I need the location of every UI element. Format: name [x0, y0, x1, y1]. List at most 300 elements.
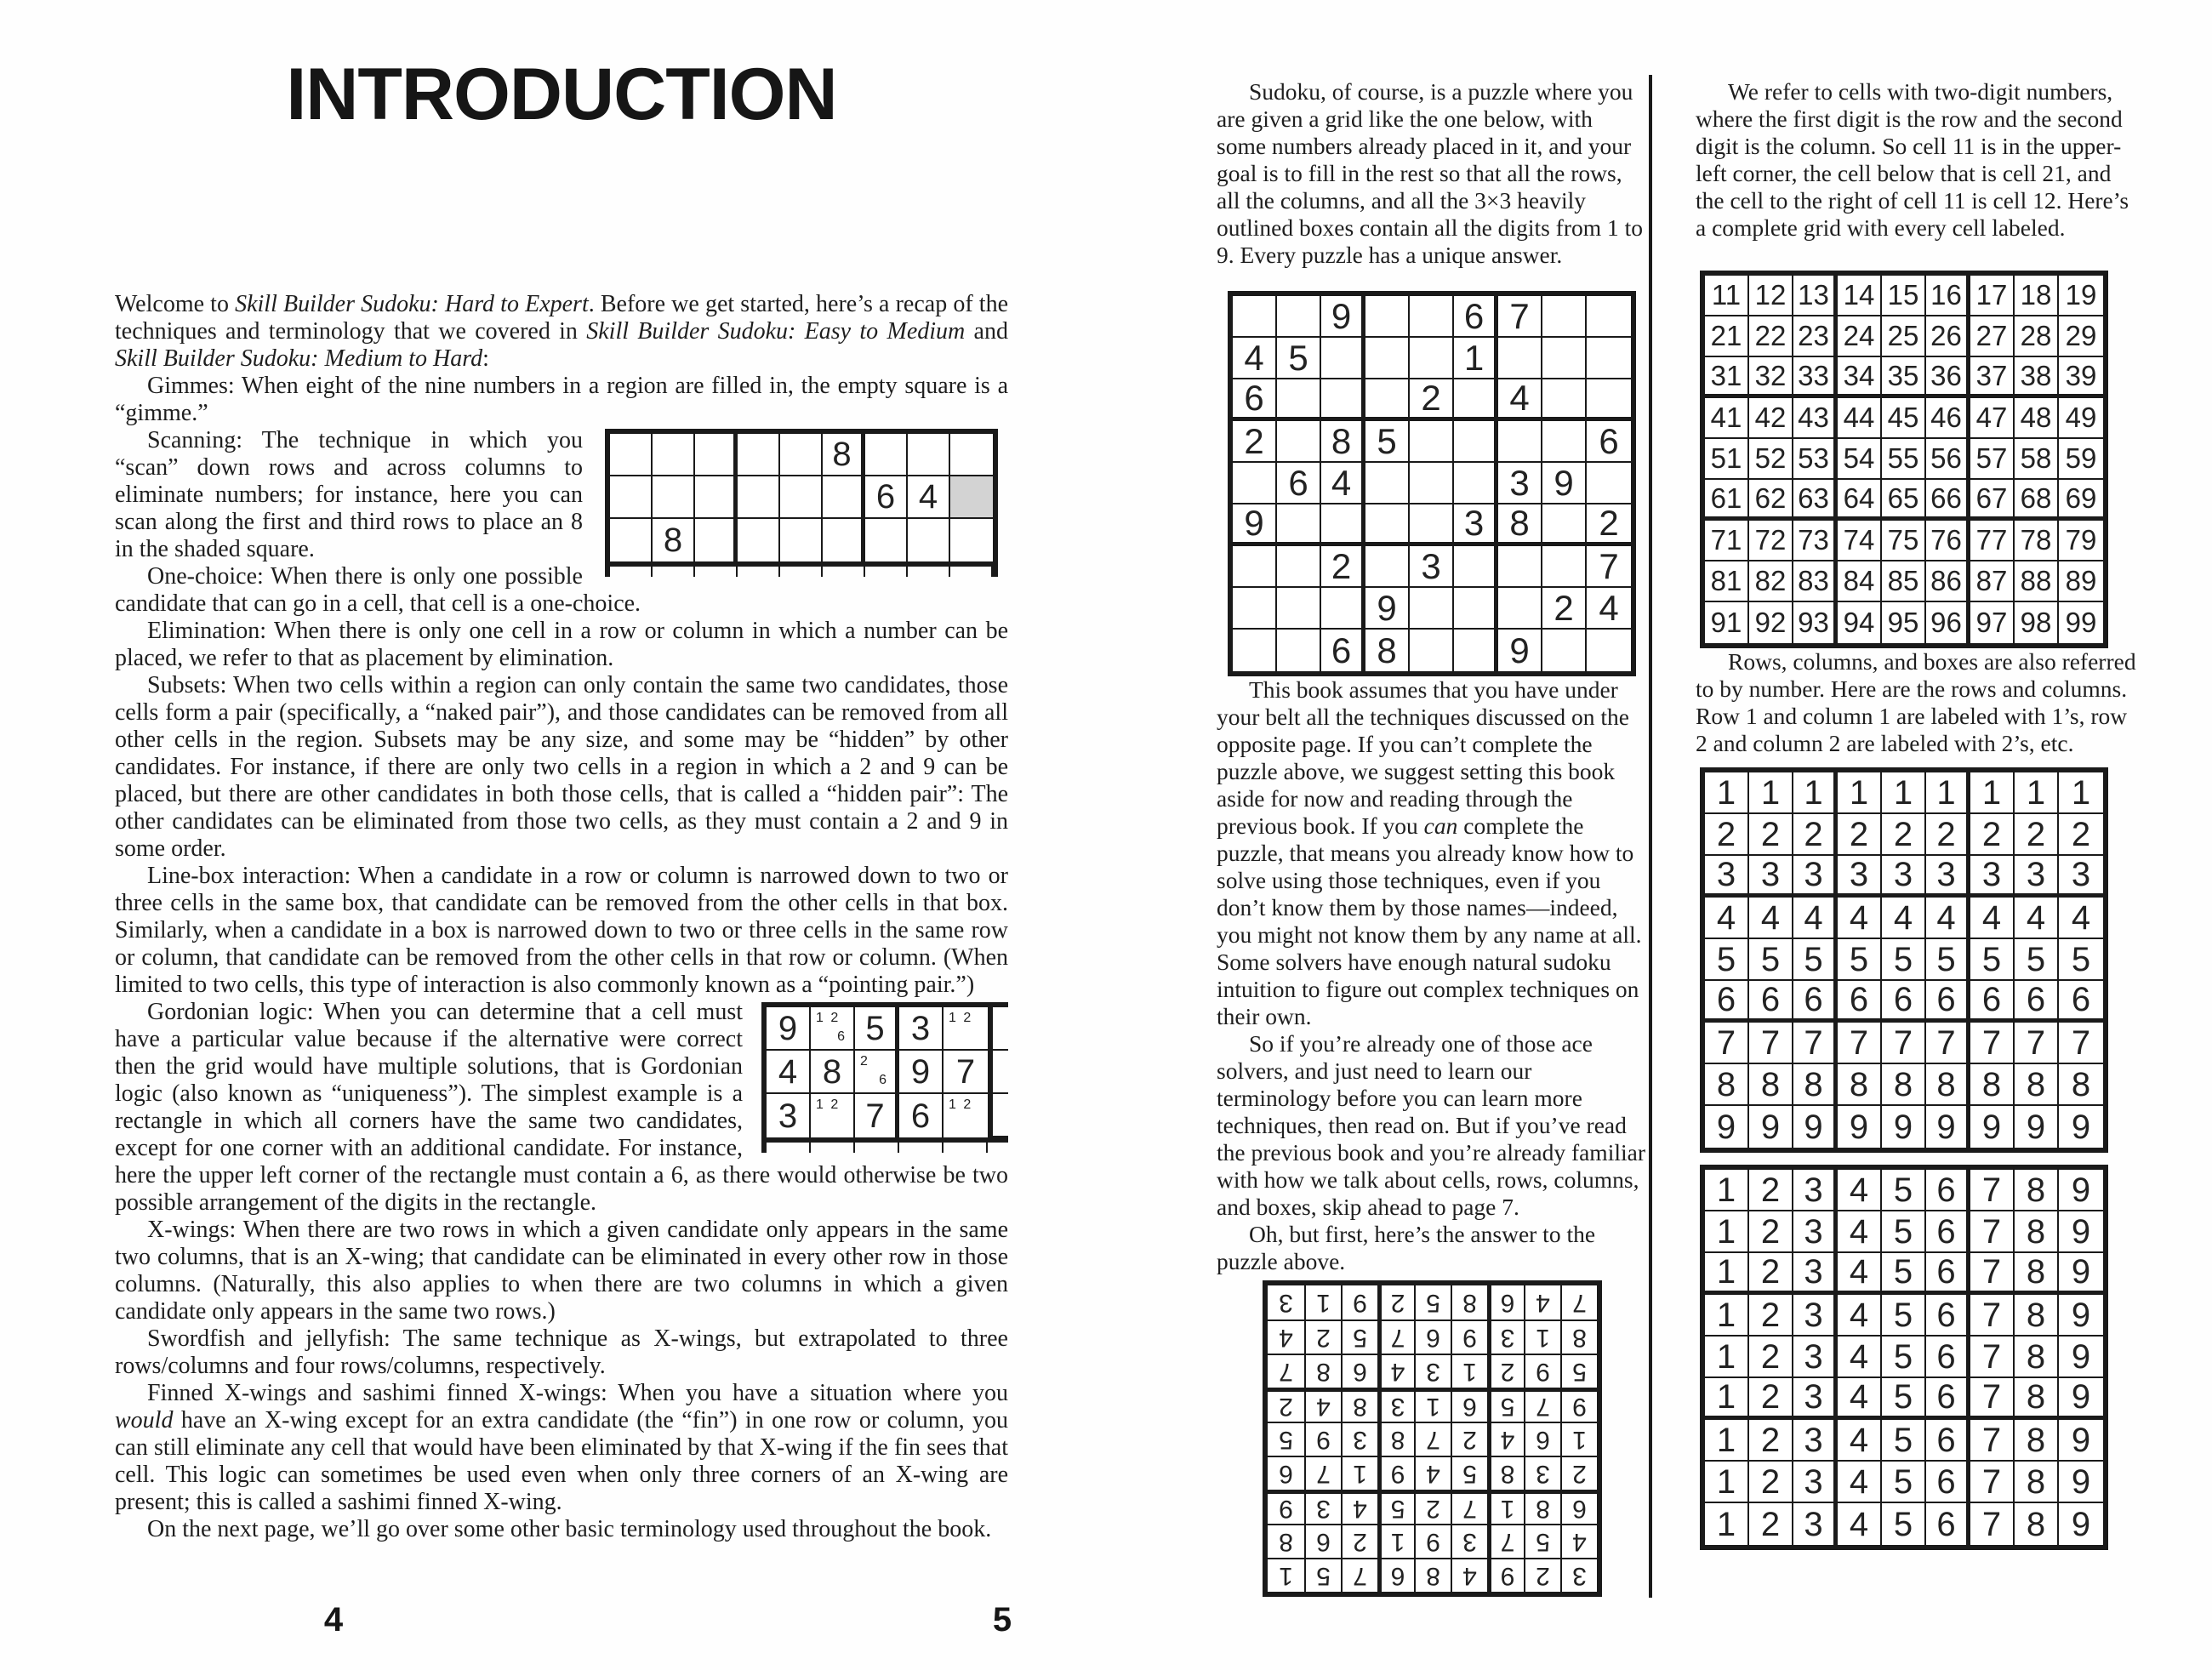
grid-cell: 8 [1749, 1064, 1793, 1106]
grid-cell [1321, 338, 1365, 379]
grid-cell: 61 [1705, 480, 1749, 521]
grid-cell [823, 476, 865, 519]
grid-cell [695, 519, 738, 561]
grid-cell [1321, 379, 1365, 421]
grid-cell: 16 [1926, 276, 1970, 316]
grid-cell: 5 [1414, 1285, 1451, 1319]
grid-cell [1277, 546, 1321, 588]
grid-cell: 6 [2059, 981, 2103, 1023]
grid-cell: 86 [1926, 561, 1970, 602]
grid-cell: 78 [2015, 521, 2059, 561]
grid-cell: 7 [1970, 1420, 2015, 1462]
grid-cell [855, 1051, 899, 1094]
grid-cell: 6 [1451, 1388, 1487, 1422]
grid-cell: 2 [1304, 1319, 1341, 1354]
grid-cell: 7 [1749, 1023, 1793, 1064]
grid-cell [1233, 546, 1277, 588]
text-run: have an X-wing except for an extra candidate (the “fin”) in one row or column, you can still eliminate any cell that would have been eliminated by that X-wing if the fin sees that cell. This logic can sometimes be used even when only three corners of an X-wing are present; this is called a sashimi finned X-wing. [115, 1407, 1008, 1515]
grid-cell: 8 [2015, 1253, 2059, 1295]
grid-cell [695, 476, 738, 519]
grid-cell [1410, 421, 1454, 463]
grid-cell: 3 [1793, 1420, 1838, 1462]
grid-cell [738, 519, 780, 561]
italic-text: Skill Builder Sudoku: Medium to Hard [115, 345, 483, 372]
grid-cell: 8 [1926, 1064, 1970, 1106]
grid-cell: 2 [1749, 1462, 1793, 1503]
grid-cell [1498, 546, 1542, 588]
sudoku-answer-grid-upside-down [1263, 1280, 1602, 1597]
grid-cell: 57 [1970, 439, 2015, 480]
grid-cell: 2 [1268, 1388, 1304, 1422]
grid-cell: 8 [1414, 1558, 1451, 1592]
grid-cell: 7 [1970, 1337, 2015, 1378]
grid-cell: 7 [1970, 1378, 2015, 1420]
grid-cell: 2 [1341, 1524, 1377, 1558]
grid-cell: 7 [855, 1094, 899, 1137]
grid-cell [1410, 338, 1454, 379]
grid-cell: 4 [1498, 379, 1542, 421]
grid-cell: 6 [1705, 981, 1749, 1023]
grid-cell: 6 [1926, 1378, 1970, 1420]
grid-cell: 7 [1970, 1253, 2015, 1295]
text-run: Line-box interaction: When a candidate in a row or column is narrowed down to two or three cells in the same box, that candidate can be removed from the other cells in that box. Similarly, when a candidate in a box is narrowed down to two or three cells in the same row or column, that candidate can be removed from the other cells in that row or column. (When limited to two cells, this type of interaction is also commonly known as a “pointing pair.”) [115, 863, 1008, 998]
grid-cell: 9 [2059, 1295, 2103, 1337]
grid-cell: 63 [1793, 480, 1838, 521]
grid-cell: 72 [1749, 521, 1793, 561]
grid-cell: 4 [767, 1051, 811, 1094]
grid-cell: 9 [1487, 1558, 1524, 1592]
grid-crop-ticks [993, 1002, 1008, 1143]
grid-cell: 4 [1587, 588, 1631, 630]
grid-cell: 9 [1414, 1524, 1451, 1558]
grid-cell: 4 [1705, 898, 1749, 939]
grid-cell [1542, 379, 1587, 421]
grid-cell: 3 [1414, 1354, 1451, 1388]
grid-cell: 4 [1926, 898, 1970, 939]
grid-cell [1587, 630, 1631, 671]
grid-cell: 6 [1277, 463, 1321, 504]
row-number-grid [1700, 767, 2108, 1153]
text-run: Sudoku, of course, is a puzzle where you are given a grid like the one below, with some numbers already placed in it, and your goal is to fill in the rest so that all the rows, all the columns, and all the 3×3 heavily outlined boxes contain all the digits from 1 to 9. Every puzzle has a unique answer. [1217, 78, 1644, 268]
grid-cell [1542, 338, 1587, 379]
grid-cell: 6 [1793, 981, 1838, 1023]
grid-cell: 6 [1926, 1420, 1970, 1462]
grid-cell: 2 [1838, 814, 1882, 856]
grid-cell: 6 [1524, 1422, 1560, 1456]
grid-cell: 85 [1882, 561, 1926, 602]
grid-cell: 3 [1970, 856, 2015, 898]
grid-cell: 7 [1587, 546, 1631, 588]
grid-cell [1365, 504, 1410, 546]
text-run: This book assumes that you have under your belt all the techniques discussed on the opposite page. If you can’t complete the puzzle above, we suggest setting this book aside for now and reading through the previous book. If you [1217, 676, 1629, 839]
grid-cell: 4 [1321, 463, 1365, 504]
grid-cell: 9 [767, 1007, 811, 1051]
cell-label-grid [1700, 271, 2108, 648]
grid-cell [1277, 504, 1321, 546]
grid-cell [1587, 296, 1631, 338]
grid-cell: 95 [1882, 602, 1926, 643]
grid-cell: 5 [1341, 1319, 1377, 1354]
grid-cell: 2 [1233, 421, 1277, 463]
grid-cell: 7 [1926, 1023, 1970, 1064]
grid-cell: 68 [2015, 480, 2059, 521]
grid-cell: 1 [1705, 1462, 1749, 1503]
grid-cell: 2 [1321, 546, 1365, 588]
grid-cell: 65 [1882, 480, 1926, 521]
text-run: Subsets: When two cells within a region can only contain the same two candidates, those cells form a pair (specifically, a “naked pair”), and those candidates can be removed from all other cells in the region. Subsets may be any size, and some may be “hidden” by other candidates. For instance, if there are only two cells in a region in which a 2 and 9 can be placed, but there are other candidates in both those cells, that is called a “hidden pair”: The other candidates can be eliminated from those two cells, as they must contain a 2 and 9 in some order. [115, 672, 1008, 862]
grid-cell: 5 [1882, 1211, 1926, 1253]
grid-cell: 2 [1749, 1295, 1793, 1337]
grid-cell: 32 [1749, 357, 1793, 398]
text-run: complete the puzzle, that means you already know how to solve using those techniques, even if you don’t know them by those names—indeed, you might not know them by any name at all. Some solvers have enough natural sudoku intuition to figure out complex techniques on their own. [1217, 812, 1642, 1029]
grid-cell: 88 [2015, 561, 2059, 602]
grid-cell: 4 [1838, 1253, 1882, 1295]
grid-cell: 4 [1838, 1295, 1882, 1337]
grid-cell: 54 [1838, 439, 1882, 480]
italic-text: Skill Builder Sudoku: Easy to Medium [586, 318, 966, 345]
grid-cell: 1 [1705, 1211, 1749, 1253]
grid-cell: 3 [1487, 1319, 1524, 1354]
grid-cell: 4 [1487, 1422, 1524, 1456]
grid-cell: 42 [1749, 398, 1793, 439]
grid-cell: 62 [1749, 480, 1793, 521]
grid-cell: 66 [1926, 480, 1970, 521]
grid-cell: 5 [1882, 1295, 1926, 1337]
grid-cell: 8 [1304, 1354, 1341, 1388]
grid-cell [1233, 588, 1277, 630]
grid-cell: 98 [2015, 602, 2059, 643]
grid-cell: 45 [1882, 398, 1926, 439]
grid-cell: 3 [1793, 1503, 1838, 1545]
grid-cell: 5 [1882, 939, 1926, 981]
grid-cell: 6 [2015, 981, 2059, 1023]
grid-cell: 5 [1560, 1354, 1597, 1388]
grid-cell: 7 [1705, 1023, 1749, 1064]
text-run: : [482, 345, 489, 372]
grid-cell [811, 1094, 855, 1137]
grid-cell [1410, 463, 1454, 504]
grid-cell: 1 [1705, 1337, 1749, 1378]
grid-cell [610, 476, 653, 519]
grid-cell: 2 [1749, 1211, 1793, 1253]
grid-cell: 6 [1341, 1354, 1377, 1388]
grid-cell: 4 [1341, 1490, 1377, 1524]
grid-cell: 6 [1560, 1490, 1597, 1524]
grid-cell: 5 [1524, 1524, 1560, 1558]
grid-cell: 7 [1793, 1023, 1838, 1064]
grid-cell [1542, 546, 1587, 588]
grid-cell: 3 [1838, 856, 1882, 898]
grid-cell: 51 [1705, 439, 1749, 480]
text-run: and [965, 318, 1008, 345]
grid-cell: 9 [1321, 296, 1365, 338]
grid-cell: 8 [1793, 1064, 1838, 1106]
grid-cell: 8 [2015, 1295, 2059, 1337]
grid-cell [1365, 546, 1410, 588]
intro-body-text [115, 291, 1008, 1543]
grid-cell: 7 [1414, 1422, 1451, 1456]
grid-cell: 37 [1970, 357, 2015, 398]
grid-cell: 4 [1838, 1462, 1882, 1503]
grid-cell: 6 [1926, 1462, 1970, 1503]
grid-cell: 5 [1882, 1337, 1926, 1378]
grid-cell: 1 [2059, 772, 2103, 814]
grid-cell: 5 [1451, 1456, 1487, 1490]
grid-cell: 56 [1926, 439, 1970, 480]
grid-cell: 35 [1882, 357, 1926, 398]
grid-cell: 2 [1749, 814, 1793, 856]
grid-cell: 6 [1487, 1285, 1524, 1319]
grid-cell: 5 [2059, 939, 2103, 981]
grid-cell [1277, 588, 1321, 630]
grid-cell: 5 [1377, 1490, 1414, 1524]
text-run: Welcome to [115, 291, 236, 317]
grid-cell: 3 [1793, 1295, 1838, 1337]
pencil-candidates: 1 2 [949, 1097, 973, 1112]
grid-cell [738, 434, 780, 476]
grid-cell: 3 [1793, 1337, 1838, 1378]
scanning-example-figure [605, 429, 998, 577]
grid-cell: 5 [1268, 1422, 1304, 1456]
grid-cell: 1 [1451, 1354, 1487, 1388]
grid-cell [653, 476, 695, 519]
grid-cell: 2 [1705, 814, 1749, 856]
grid-cell: 6 [1926, 1211, 1970, 1253]
grid-cell: 3 [1451, 1524, 1487, 1558]
grid-cell: 9 [899, 1051, 944, 1094]
text-run: One-choice: When there is only one possible candidate that can go in a cell, that cell is a one-choice. [115, 563, 641, 617]
scanning-example-grid [605, 429, 998, 567]
grid-cell: 4 [1970, 898, 2015, 939]
grid-cell: 2 [1542, 588, 1587, 630]
grid-cell: 9 [1268, 1490, 1304, 1524]
grid-cell: 26 [1926, 316, 1970, 357]
pencil-candidates: 2 [860, 1054, 869, 1069]
grid-cell: 7 [1882, 1023, 1926, 1064]
grid-cell: 1 [1926, 772, 1970, 814]
grid-cell: 3 [1793, 856, 1838, 898]
grid-cell: 8 [1705, 1064, 1749, 1106]
grid-cell: 4 [1304, 1388, 1341, 1422]
text-run: Gimmes: When eight of the nine numbers in a region are filled in, the empty square is a “gimme.” [115, 373, 1008, 426]
grid-cell: 5 [1705, 939, 1749, 981]
grid-cell: 5 [1882, 1378, 1926, 1420]
grid-cell [1587, 379, 1631, 421]
grid-cell: 3 [1793, 1253, 1838, 1295]
grid-cell: 1 [1454, 338, 1498, 379]
grid-cell: 3 [1560, 1558, 1597, 1592]
grid-cell: 6 [1926, 1253, 1970, 1295]
sudoku-puzzle-grid [1228, 291, 1636, 676]
grid-cell: 2 [1970, 814, 2015, 856]
column-divider-rule [1649, 75, 1652, 1598]
grid-cell: 5 [1749, 939, 1793, 981]
grid-cell [1410, 630, 1454, 671]
paragraph-swordfish [115, 1325, 1008, 1380]
grid-cell: 1 [1705, 1170, 1749, 1211]
grid-cell: 3 [2015, 856, 2059, 898]
grid-cell: 3 [2059, 856, 2103, 898]
grid-cell [610, 519, 653, 561]
grid-cell: 81 [1705, 561, 1749, 602]
grid-cell: 4 [1838, 1170, 1882, 1211]
grid-cell: 2 [1451, 1422, 1487, 1456]
grid-cell: 99 [2065, 607, 2097, 638]
grid-cell: 4 [1793, 898, 1838, 939]
grid-cell: 73 [1793, 521, 1838, 561]
grid-cell: 6 [1749, 981, 1793, 1023]
paragraph-line-box [115, 863, 1008, 999]
grid-cell: 27 [1970, 316, 2015, 357]
grid-cell: 2 [1749, 1253, 1793, 1295]
grid-cell: 6 [1233, 379, 1277, 421]
grid-cell: 2 [1882, 814, 1926, 856]
grid-cell: 9 [1882, 1106, 1926, 1148]
grid-cell [1542, 421, 1587, 463]
grid-cell: 8 [1365, 630, 1410, 671]
grid-cell: 9 [2059, 1337, 2103, 1378]
grid-cell: 48 [2015, 398, 2059, 439]
page-title: INTRODUCTION [286, 54, 837, 135]
grid-cell: 6 [1454, 296, 1498, 338]
grid-cell: 1 [1793, 772, 1838, 814]
grid-cell: 28 [2015, 316, 2059, 357]
grid-cell: 2 [1414, 1490, 1451, 1524]
grid-cell: 4 [1838, 1503, 1882, 1545]
paragraph-x-wings [115, 1217, 1008, 1325]
grid-cell: 3 [1341, 1422, 1377, 1456]
grid-cell: 55 [1882, 439, 1926, 480]
grid-cell: 6 [1321, 630, 1365, 671]
grid-cell: 6 [1377, 1558, 1414, 1592]
grid-cell: 1 [1970, 772, 2015, 814]
grid-cell: 6 [1926, 1295, 1970, 1337]
grid-cell: 23 [1793, 316, 1838, 357]
paragraph-sudoku-intro [1217, 78, 1647, 269]
grid-cell: 3 [1498, 463, 1542, 504]
grid-cell: 29 [2059, 316, 2103, 357]
grid-cell: 1 [1377, 1524, 1414, 1558]
gordonian-example-grid [761, 1002, 993, 1143]
grid-cell: 38 [2015, 357, 2059, 398]
grid-cell: 1 [1749, 772, 1793, 814]
grid-cell: 4 [1838, 898, 1882, 939]
grid-cell: 2 [1560, 1456, 1597, 1490]
grid-cell: 3 [1278, 1289, 1293, 1317]
grid-cell: 7 [1838, 1023, 1882, 1064]
grid-cell [1277, 379, 1321, 421]
grid-cell [780, 434, 823, 476]
grid-cell: 7 [1268, 1354, 1304, 1388]
grid-cell: 3 [1793, 1211, 1838, 1253]
grid-cell: 2 [2015, 814, 2059, 856]
grid-cell: 4 [1838, 1211, 1882, 1253]
paragraph-subsets [115, 672, 1008, 863]
grid-cell: 1 [1705, 772, 1749, 814]
grid-cell: 1 [2015, 772, 2059, 814]
grid-cell: 9 [2059, 1253, 2103, 1295]
grid-cell: 7 [1970, 1503, 2015, 1545]
grid-cell: 9 [1705, 1106, 1749, 1148]
grid-cell: 4 [2015, 898, 2059, 939]
grid-cell: 7 [1304, 1456, 1341, 1490]
grid-cell: 9 [1749, 1106, 1793, 1148]
grid-crop-ticks [605, 567, 998, 577]
grid-cell: 8 [1377, 1422, 1414, 1456]
grid-crop-ticks [761, 1143, 993, 1153]
grid-cell: 1 [1882, 772, 1926, 814]
grid-cell [1365, 379, 1410, 421]
grid-cell: 83 [1793, 561, 1838, 602]
grid-cell: 9 [2059, 1462, 2103, 1503]
grid-cell: 3 [1882, 856, 1926, 898]
text-run: On the next page, we’ll go over some other basic terminology used throughout the book. [147, 1516, 992, 1542]
grid-cell: 8 [1838, 1064, 1882, 1106]
grid-cell: 5 [1838, 939, 1882, 981]
grid-cell: 3 [1454, 504, 1498, 546]
grid-cell: 3 [1705, 856, 1749, 898]
grid-cell [1454, 630, 1498, 671]
grid-cell: 9 [1341, 1285, 1377, 1319]
grid-cell: 9 [2059, 1211, 2103, 1253]
grid-cell: 53 [1793, 439, 1838, 480]
grid-cell: 8 [2015, 1064, 2059, 1106]
text-run: Swordfish and jellyfish: The same technique as X-wings, but extrapolated to three rows/columns and four rows/columns, respectively. [115, 1325, 1008, 1379]
grid-cell: 1 [1838, 772, 1882, 814]
grid-cell: 7 [2015, 1023, 2059, 1064]
grid-cell: 8 [1341, 1388, 1377, 1422]
paragraph-answer-note [1217, 1221, 1647, 1275]
paragraph-elimination [115, 618, 1008, 672]
grid-cell: 9 [1560, 1388, 1597, 1422]
grid-cell: 5 [1926, 939, 1970, 981]
grid-cell: 8 [1882, 1064, 1926, 1106]
grid-cell: 2 [1749, 1503, 1793, 1545]
grid-cell: 4 [1882, 898, 1926, 939]
grid-cell [1542, 296, 1587, 338]
grid-cell: 7 [1451, 1490, 1487, 1524]
grid-cell: 9 [1838, 1106, 1882, 1148]
grid-cell: 5 [1882, 1503, 1926, 1545]
grid-cell: 4 [1838, 1337, 1882, 1378]
grid-cell: 3 [1524, 1456, 1560, 1490]
grid-cell: 9 [2059, 1170, 2103, 1211]
grid-cell [1233, 630, 1277, 671]
text-run: Scanning: The technique in which you “scan” down rows and across columns to eliminate numbers; for instance, here you can scan along the first and third rows to place an 8 in the shaded square. [115, 427, 583, 562]
grid-cell: 93 [1793, 602, 1838, 643]
grid-cell: 9 [1304, 1422, 1341, 1456]
grid-cell: 96 [1926, 602, 1970, 643]
grid-cell: 4 [908, 476, 950, 519]
grid-cell: 1 [1414, 1388, 1451, 1422]
grid-cell [1365, 463, 1410, 504]
grid-cell [1410, 296, 1454, 338]
paragraph-next-page [115, 1516, 1008, 1543]
grid-cell: 39 [2059, 357, 2103, 398]
grid-cell: 5 [1882, 1170, 1926, 1211]
grid-cell: 6 [1926, 1337, 1970, 1378]
grid-cell: 97 [1970, 602, 2015, 643]
grid-cell: 25 [1882, 316, 1926, 357]
paragraph-finned-x-wings [115, 1380, 1008, 1516]
grid-cell: 4 [1838, 1420, 1882, 1462]
grid-cell: 52 [1749, 439, 1793, 480]
grid-cell: 2 [1926, 814, 1970, 856]
gordonian-example-figure [761, 1002, 1008, 1153]
grid-cell [653, 434, 695, 476]
grid-cell: 3 [1926, 856, 1970, 898]
grid-cell: 9 [2071, 1505, 2091, 1543]
